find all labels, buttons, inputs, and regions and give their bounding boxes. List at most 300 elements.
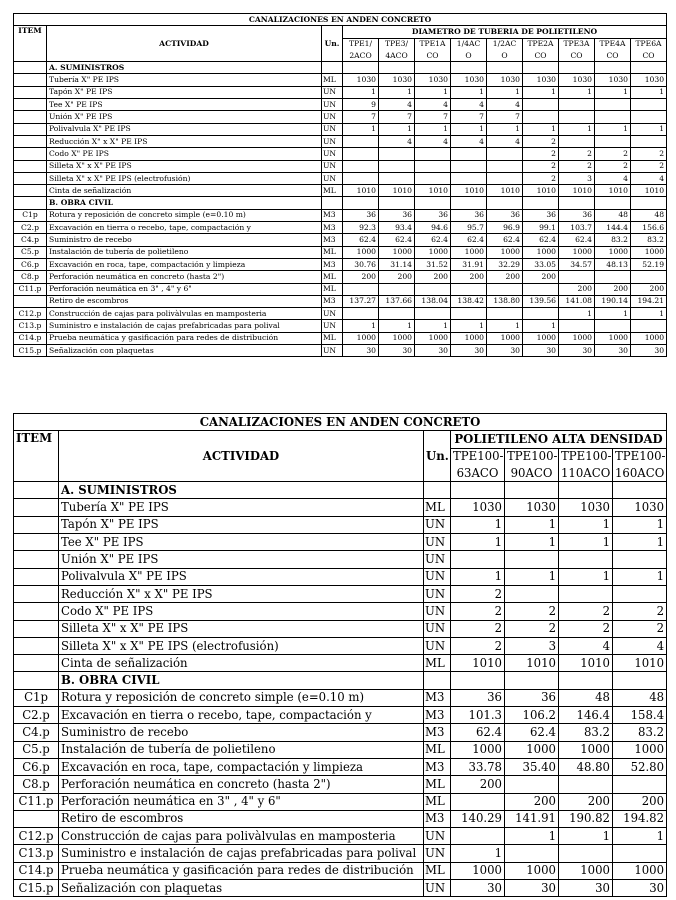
quantity-cell: [343, 62, 379, 74]
quantity-cell: [631, 135, 667, 147]
quantity-cell: [523, 283, 559, 295]
quantity-cell: [559, 111, 595, 123]
table-row: [14, 793, 667, 810]
quantity-cell: 4: [559, 637, 613, 654]
quantity-cell: 1000: [487, 246, 523, 258]
quantity-cell: 1: [559, 828, 613, 845]
unit-cell: ML: [424, 655, 451, 672]
quantity-cell: [415, 308, 451, 320]
quantity-cell: 1: [505, 534, 559, 551]
column-header-line2: CO: [523, 50, 559, 62]
column-header-line1: TPE3A: [559, 38, 595, 50]
quantity-cell: 1010: [559, 655, 613, 672]
table-row: [14, 707, 667, 724]
table-row: [14, 148, 667, 160]
item-code: C12.p: [14, 308, 47, 320]
quantity-cell: 30: [379, 345, 415, 357]
quantity-cell: 156.6: [631, 222, 667, 234]
quantity-cell: 94.6: [415, 222, 451, 234]
item-code: C14.p: [14, 332, 47, 344]
unit-cell: ML: [424, 741, 451, 758]
quantity-cell: 1000: [451, 862, 505, 879]
activity-description: Prueba neumática y gasificación para redes de distribución: [59, 862, 424, 879]
unit-cell: UN: [424, 603, 451, 620]
quantity-cell: 30: [559, 345, 595, 357]
column-header-line2: CO: [631, 50, 667, 62]
quantity-cell: [451, 160, 487, 172]
quantity-cell: 3: [559, 172, 595, 184]
quantity-cell: [559, 776, 613, 793]
activity-description: Instalación de tubería de polietileno: [59, 741, 424, 758]
quantity-cell: 62.4: [523, 234, 559, 246]
quantity-cell: [415, 62, 451, 74]
quantity-cell: 1: [379, 123, 415, 135]
column-header-line2: CO: [559, 50, 595, 62]
quantity-cell: 1000: [379, 246, 415, 258]
quantity-cell: 36: [343, 209, 379, 221]
quantity-cell: 158.4: [613, 707, 667, 724]
quantity-cell: [559, 99, 595, 111]
item-code: [14, 185, 47, 197]
quantity-cell: 1000: [451, 741, 505, 758]
activity-description: Retiro de escombros: [47, 295, 322, 307]
quantity-cell: 138.80: [487, 295, 523, 307]
quantity-cell: [451, 62, 487, 74]
quantity-cell: 190.82: [559, 810, 613, 827]
quantity-cell: 1: [505, 516, 559, 533]
quantity-cell: 1010: [415, 185, 451, 197]
unit-cell: [424, 672, 451, 689]
quantity-cell: 190.14: [595, 295, 631, 307]
quantity-cell: 2: [451, 637, 505, 654]
item-code: C8.p: [14, 271, 47, 283]
quantity-cell: [415, 160, 451, 172]
unit-cell: UN: [322, 86, 343, 98]
quantity-cell: 36: [505, 689, 559, 706]
quantity-cell: [487, 160, 523, 172]
quantity-cell: [451, 197, 487, 209]
quantity-cell: 7: [415, 111, 451, 123]
activity-description: Excavación en roca, tape, compactación y limpieza: [59, 758, 424, 775]
item-code: [14, 585, 59, 602]
quantity-cell: [415, 197, 451, 209]
quantity-cell: 95.7: [451, 222, 487, 234]
quantity-cell: 1: [451, 123, 487, 135]
quantity-cell: 1000: [379, 332, 415, 344]
table-row: [14, 209, 667, 221]
unit-cell: UN: [424, 551, 451, 568]
quantity-cell: 1: [631, 86, 667, 98]
quantity-cell: [343, 160, 379, 172]
activity-description: Instalación de tubería de polietileno: [47, 246, 322, 258]
table-row: [14, 482, 667, 499]
quantity-cell: 200: [343, 271, 379, 283]
item-code: [14, 482, 59, 499]
column-header-line1: TPE100-: [451, 448, 505, 465]
activity-description: Perforación neumática en 3" , 4" y 6": [59, 793, 424, 810]
quantity-cell: 92.3: [343, 222, 379, 234]
quantity-cell: 194.21: [631, 295, 667, 307]
column-header-line2: 2ACO: [343, 50, 379, 62]
quantity-cell: 138.42: [451, 295, 487, 307]
column-header-line1: TPE100-: [559, 448, 613, 465]
table-row: [14, 810, 667, 827]
quantity-cell: 1030: [487, 74, 523, 86]
item-code: [14, 135, 47, 147]
quantity-cell: 1: [505, 828, 559, 845]
quantity-cell: 36: [451, 209, 487, 221]
quantity-cell: 1: [343, 86, 379, 98]
quantity-cell: [487, 308, 523, 320]
quantity-cell: 1000: [415, 332, 451, 344]
activity-description: Excavación en tierra o recebo, tape, compactación y: [59, 707, 424, 724]
quantity-cell: 4: [487, 99, 523, 111]
quantity-cell: 1000: [595, 332, 631, 344]
quantity-cell: [379, 197, 415, 209]
quantity-cell: 1030: [559, 499, 613, 516]
quantity-cell: 1: [631, 123, 667, 135]
quantity-cell: [505, 845, 559, 862]
quantity-cell: [343, 148, 379, 160]
unit-cell: UN: [322, 135, 343, 147]
item-code: [14, 810, 59, 827]
quantity-cell: 1: [631, 308, 667, 320]
quantity-cell: 1: [487, 320, 523, 332]
item-code: [14, 148, 47, 160]
item-code: [14, 160, 47, 172]
quantity-cell: 2: [523, 160, 559, 172]
item-code: C13.p: [14, 845, 59, 862]
quantity-cell: 4: [415, 135, 451, 147]
unit-cell: UN: [322, 160, 343, 172]
quantity-cell: [595, 197, 631, 209]
column-header-line1: TPE1/: [343, 38, 379, 50]
unit-cell: [322, 62, 343, 74]
quantity-cell: 30: [451, 345, 487, 357]
quantity-cell: [451, 482, 505, 499]
quantity-cell: 144.4: [595, 222, 631, 234]
activity-description: Cinta de señalización: [47, 185, 322, 197]
table-row: [14, 499, 667, 516]
quantity-cell: [613, 551, 667, 568]
unit-cell: ML: [322, 283, 343, 295]
canalizaciones-table-2: [13, 413, 667, 897]
quantity-cell: 200: [505, 793, 559, 810]
quantity-cell: [631, 320, 667, 332]
quantity-cell: 30: [559, 880, 613, 897]
quantity-cell: 36: [487, 209, 523, 221]
quantity-cell: [379, 148, 415, 160]
quantity-cell: 1: [451, 845, 505, 862]
quantity-cell: 1000: [487, 332, 523, 344]
quantity-cell: 52.80: [613, 758, 667, 775]
table-row: [14, 62, 667, 74]
quantity-cell: 1010: [505, 655, 559, 672]
quantity-cell: 1030: [523, 74, 559, 86]
table-row: [14, 880, 667, 897]
quantity-cell: 1: [415, 320, 451, 332]
quantity-cell: [523, 197, 559, 209]
quantity-cell: 1030: [505, 499, 559, 516]
quantity-cell: 101.3: [451, 707, 505, 724]
quantity-cell: 1010: [451, 185, 487, 197]
quantity-cell: 4: [379, 135, 415, 147]
quantity-cell: 1000: [559, 246, 595, 258]
un-header: Un.: [322, 26, 343, 62]
quantity-cell: [487, 62, 523, 74]
quantity-cell: 1: [523, 123, 559, 135]
quantity-cell: 1: [451, 568, 505, 585]
quantity-cell: 30: [613, 880, 667, 897]
quantity-cell: 1000: [631, 332, 667, 344]
quantity-cell: 30: [487, 345, 523, 357]
table-row: [14, 86, 667, 98]
quantity-cell: [505, 776, 559, 793]
quantity-cell: 48: [613, 689, 667, 706]
quantity-cell: 30.76: [343, 258, 379, 270]
item-code: C4.p: [14, 724, 59, 741]
quantity-cell: 1000: [343, 246, 379, 258]
activity-description: Tee X" PE IPS: [59, 534, 424, 551]
quantity-cell: 1030: [343, 74, 379, 86]
quantity-cell: 30: [415, 345, 451, 357]
activity-description: Prueba neumática y gasificación para redes de distribución: [47, 332, 322, 344]
quantity-cell: 1: [379, 86, 415, 98]
table-row: [14, 620, 667, 637]
quantity-cell: 96.9: [487, 222, 523, 234]
quantity-cell: 30: [523, 345, 559, 357]
quantity-cell: 140.29: [451, 810, 505, 827]
activity-description: Tee X" PE IPS: [47, 99, 322, 111]
column-header-line2: O: [487, 50, 523, 62]
quantity-cell: 2: [559, 148, 595, 160]
activity-description: Reducción X" x X" PE IPS: [47, 135, 322, 147]
quantity-cell: 1030: [559, 74, 595, 86]
quantity-cell: [505, 482, 559, 499]
table-row: [14, 258, 667, 270]
quantity-cell: [559, 271, 595, 283]
quantity-cell: [451, 793, 505, 810]
quantity-cell: 36: [559, 209, 595, 221]
item-code: [14, 62, 47, 74]
quantity-cell: [595, 111, 631, 123]
quantity-cell: 1030: [415, 74, 451, 86]
activity-description: Silleta X" x X" PE IPS (electrofusión): [47, 172, 322, 184]
item-header: ITEM: [14, 431, 59, 482]
item-code: C14.p: [14, 862, 59, 879]
item-code: C15.p: [14, 880, 59, 897]
unit-cell: ML: [322, 185, 343, 197]
table-row: [14, 185, 667, 197]
table-row: [14, 160, 667, 172]
section-heading: A. SUMINISTROS: [47, 62, 322, 74]
quantity-cell: 200: [595, 283, 631, 295]
quantity-cell: 200: [451, 271, 487, 283]
quantity-cell: 30: [595, 345, 631, 357]
quantity-cell: 83.2: [559, 724, 613, 741]
quantity-cell: 1: [559, 86, 595, 98]
quantity-cell: 4: [613, 637, 667, 654]
column-header-line1: TPE100-: [613, 448, 667, 465]
quantity-cell: 1: [451, 534, 505, 551]
item-code: [14, 172, 47, 184]
activity-description: Silleta X" x X" PE IPS (electrofusión): [59, 637, 424, 654]
quantity-cell: 1010: [595, 185, 631, 197]
unit-cell: ML: [322, 271, 343, 283]
quantity-cell: [559, 135, 595, 147]
quantity-cell: 4: [631, 172, 667, 184]
quantity-cell: 48.80: [559, 758, 613, 775]
unit-cell: M3: [322, 295, 343, 307]
quantity-cell: 30: [451, 880, 505, 897]
quantity-cell: 1: [415, 86, 451, 98]
quantity-cell: 3: [505, 637, 559, 654]
item-code: [14, 603, 59, 620]
column-header-line2: O: [451, 50, 487, 62]
activity-description: Codo X" PE IPS: [47, 148, 322, 160]
quantity-cell: 1030: [595, 74, 631, 86]
quantity-cell: 35.40: [505, 758, 559, 775]
quantity-cell: 4: [451, 99, 487, 111]
quantity-cell: [451, 828, 505, 845]
quantity-cell: [523, 308, 559, 320]
activity-description: Codo X" PE IPS: [59, 603, 424, 620]
unit-cell: ML: [322, 74, 343, 86]
quantity-cell: 2: [613, 603, 667, 620]
table-row: [14, 585, 667, 602]
table-row: [14, 111, 667, 123]
column-header-line2: 63ACO: [451, 465, 505, 482]
column-header-line2: 90ACO: [505, 465, 559, 482]
quantity-cell: 1: [613, 568, 667, 585]
quantity-cell: [451, 308, 487, 320]
unit-cell: UN: [424, 534, 451, 551]
table-row: [14, 603, 667, 620]
canalizaciones-table-1: [13, 13, 667, 357]
table-row: [14, 283, 667, 295]
quantity-cell: 1010: [487, 185, 523, 197]
quantity-cell: 4: [595, 172, 631, 184]
quantity-cell: 36: [451, 689, 505, 706]
table-row: [14, 724, 667, 741]
column-header-line1: 1/4AC: [451, 38, 487, 50]
quantity-cell: [343, 283, 379, 295]
column-header-line1: TPE100-: [505, 448, 559, 465]
activity-description: Retiro de escombros: [59, 810, 424, 827]
unit-cell: [322, 197, 343, 209]
quantity-cell: 1000: [415, 246, 451, 258]
item-code: C1p: [14, 209, 47, 221]
unit-cell: UN: [424, 845, 451, 862]
quantity-cell: 1010: [631, 185, 667, 197]
table-title: CANALIZACIONES EN ANDEN CONCRETO: [14, 14, 667, 26]
quantity-cell: 31.14: [379, 258, 415, 270]
quantity-cell: 1: [559, 123, 595, 135]
activity-description: Polivalvula X" PE IPS: [47, 123, 322, 135]
group-header: POLIETILENO ALTA DENSIDAD: [451, 431, 667, 448]
quantity-cell: 1: [559, 308, 595, 320]
activity-description: Construcción de cajas para polivàlvulas en mamposteria: [47, 308, 322, 320]
quantity-cell: [343, 172, 379, 184]
activity-description: Señalización con plaquetas: [47, 345, 322, 357]
unit-cell: M3: [424, 758, 451, 775]
quantity-cell: 4: [451, 135, 487, 147]
quantity-cell: 1000: [595, 246, 631, 258]
quantity-cell: 1: [451, 516, 505, 533]
section-heading: B. OBRA CIVIL: [47, 197, 322, 209]
item-code: [14, 123, 47, 135]
quantity-cell: 83.2: [595, 234, 631, 246]
unit-cell: M3: [424, 707, 451, 724]
quantity-cell: 200: [559, 283, 595, 295]
quantity-cell: 200: [415, 271, 451, 283]
item-code: [14, 295, 47, 307]
item-code: [14, 99, 47, 111]
quantity-cell: 141.91: [505, 810, 559, 827]
quantity-cell: [559, 845, 613, 862]
quantity-cell: 48.13: [595, 258, 631, 270]
quantity-cell: [631, 271, 667, 283]
quantity-cell: 1030: [451, 499, 505, 516]
item-code: C5.p: [14, 741, 59, 758]
quantity-cell: [613, 585, 667, 602]
unit-cell: UN: [322, 308, 343, 320]
quantity-cell: 2: [451, 620, 505, 637]
activity-description: Reducción X" x X" PE IPS: [59, 585, 424, 602]
quantity-cell: 7: [451, 111, 487, 123]
quantity-cell: 62.4: [451, 724, 505, 741]
quantity-cell: 4: [379, 99, 415, 111]
quantity-cell: 1000: [613, 862, 667, 879]
item-code: C2.p: [14, 222, 47, 234]
quantity-cell: 1010: [559, 185, 595, 197]
quantity-cell: 1: [613, 516, 667, 533]
table-row: [14, 568, 667, 585]
section-heading: A. SUMINISTROS: [59, 482, 424, 499]
quantity-cell: 106.2: [505, 707, 559, 724]
quantity-cell: 4: [487, 135, 523, 147]
quantity-cell: 31.91: [451, 258, 487, 270]
unit-cell: ML: [424, 499, 451, 516]
quantity-cell: 1010: [343, 185, 379, 197]
item-header: ITEM: [14, 26, 47, 62]
quantity-cell: 200: [379, 271, 415, 283]
table-row: [14, 828, 667, 845]
activity-description: Tubería X" PE IPS: [47, 74, 322, 86]
activity-description: Suministro e instalación de cajas prefabricadas para polival: [47, 320, 322, 332]
table-row: [14, 332, 667, 344]
quantity-cell: 200: [451, 776, 505, 793]
quantity-cell: 4: [415, 99, 451, 111]
quantity-cell: 200: [631, 283, 667, 295]
activity-description: Silleta X" x X" PE IPS: [59, 620, 424, 637]
quantity-cell: 1000: [559, 862, 613, 879]
quantity-cell: 200: [523, 271, 559, 283]
unit-cell: UN: [424, 637, 451, 654]
column-header-line2: 4ACO: [379, 50, 415, 62]
quantity-cell: 1: [451, 320, 487, 332]
quantity-cell: 2: [451, 603, 505, 620]
activity-description: Unión X" PE IPS: [47, 111, 322, 123]
quantity-cell: [379, 62, 415, 74]
unit-cell: M3: [424, 810, 451, 827]
quantity-cell: 62.4: [559, 234, 595, 246]
quantity-cell: [451, 172, 487, 184]
activity-description: Excavación en tierra o recebo, tape, compactación y: [47, 222, 322, 234]
quantity-cell: [595, 271, 631, 283]
quantity-cell: 1: [613, 828, 667, 845]
table-row: [14, 689, 667, 706]
